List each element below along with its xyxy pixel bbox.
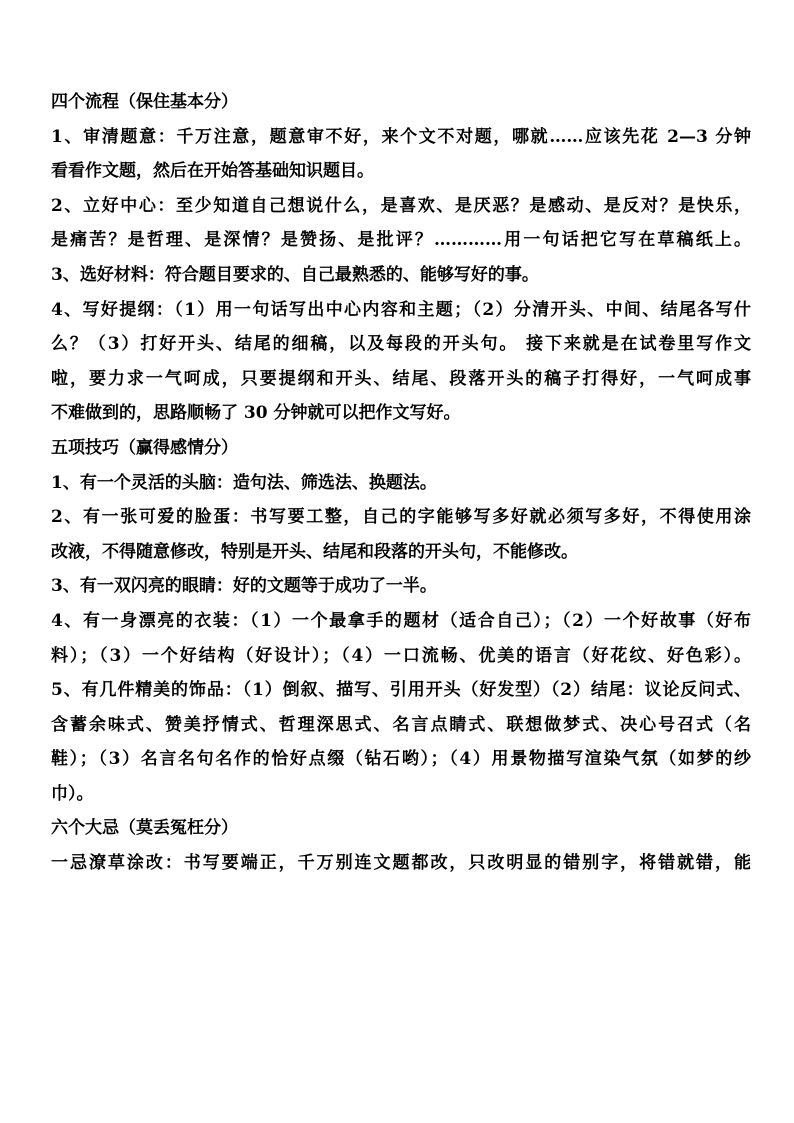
paragraph-line: 一忌潦草涂改：书写要端正，千万别连文题都改，只改明显的错别字，将错就错，能 <box>51 853 751 874</box>
paragraph-line: 2、有一张可爱的脸蛋：书写要工整，自己的字能够写多好就必须写多好，不得使用涂 <box>51 507 751 528</box>
paragraph-line: 啦，要力求一气呵成，只要提纲和开头、结尾、段落开头的稿子打得好，一气呵成事 <box>51 368 751 389</box>
paragraph-line: 是痛苦？是哲理、是深情？是赞扬、是批评？…………用一句话把它写在草稿纸上。 <box>51 230 751 251</box>
section-heading-five-skills: 五项技巧（赢得感情分） <box>51 437 238 458</box>
paragraph-line: 料）；（3）一个好结构（好设计）；（4）一口流畅、优美的语言（好花纹、好色彩）。 <box>51 645 751 666</box>
paragraph-line: 2、立好中心：至少知道自己想说什么，是喜欢、是厌恶？是感动、是反对？是快乐， <box>51 195 751 216</box>
paragraph-line: 改液，不得随意修改，特别是开头、结尾和段落的开头句，不能修改。 <box>51 541 578 562</box>
paragraph-line: 4、写好提纲：（1）用一句话写出中心内容和主题；（2）分清开头、中间、结尾各写什 <box>51 299 751 320</box>
paragraph-line: 含蓄余味式、赞美抒情式、哲理深思式、名言点睛式、联想做梦式、决心号召式（名 <box>51 714 751 735</box>
paragraph-line: 不难做到的，思路顺畅了 30 分钟就可以把作文写好。 <box>51 403 461 424</box>
paragraph-line: 1、审清题意：千万注意，题意审不好，来个文不对题，哪就……应该先花 2—3 分钟 <box>51 126 751 147</box>
paragraph-line: 么？（3）打好开头、结尾的细稿，以及每段的开头句。 接下来就是在试卷里写作文 <box>51 334 751 355</box>
section-heading-four-processes: 四个流程（保住基本分） <box>51 92 238 112</box>
paragraph-line: 3、选好材料：符合题目要求的、自己最熟悉的、能够写好的事。 <box>51 264 539 285</box>
paragraph-line: 3、有一双闪亮的眼睛：好的文题等于成功了一半。 <box>51 576 437 597</box>
paragraph-line: 5、有几件精美的饰品：（1）倒叙、描写、引用开头（好发型）（2）结尾：议论反问式、 <box>51 680 751 701</box>
paragraph-line: 1、有一个灵活的头脑：造句法、筛选法、换题法。 <box>51 472 437 493</box>
paragraph-line: 鞋）；（3）名言名句名作的恰好点缀（钻石哟）；（4）用景物描写渲染气氛（如梦的纱 <box>51 749 751 770</box>
document-body <box>51 85 751 881</box>
paragraph-line: 4、有一身漂亮的衣装：（1）一个最拿手的题材（适合自己）；（2）一个好故事（好布 <box>51 610 751 631</box>
paragraph-line: 巾）。 <box>51 783 94 804</box>
paragraph-line: 看看作文题，然后在开始答基础知识题目。 <box>51 161 374 182</box>
section-heading-six-taboos: 六个大忌（莫丢冤枉分） <box>51 818 238 839</box>
